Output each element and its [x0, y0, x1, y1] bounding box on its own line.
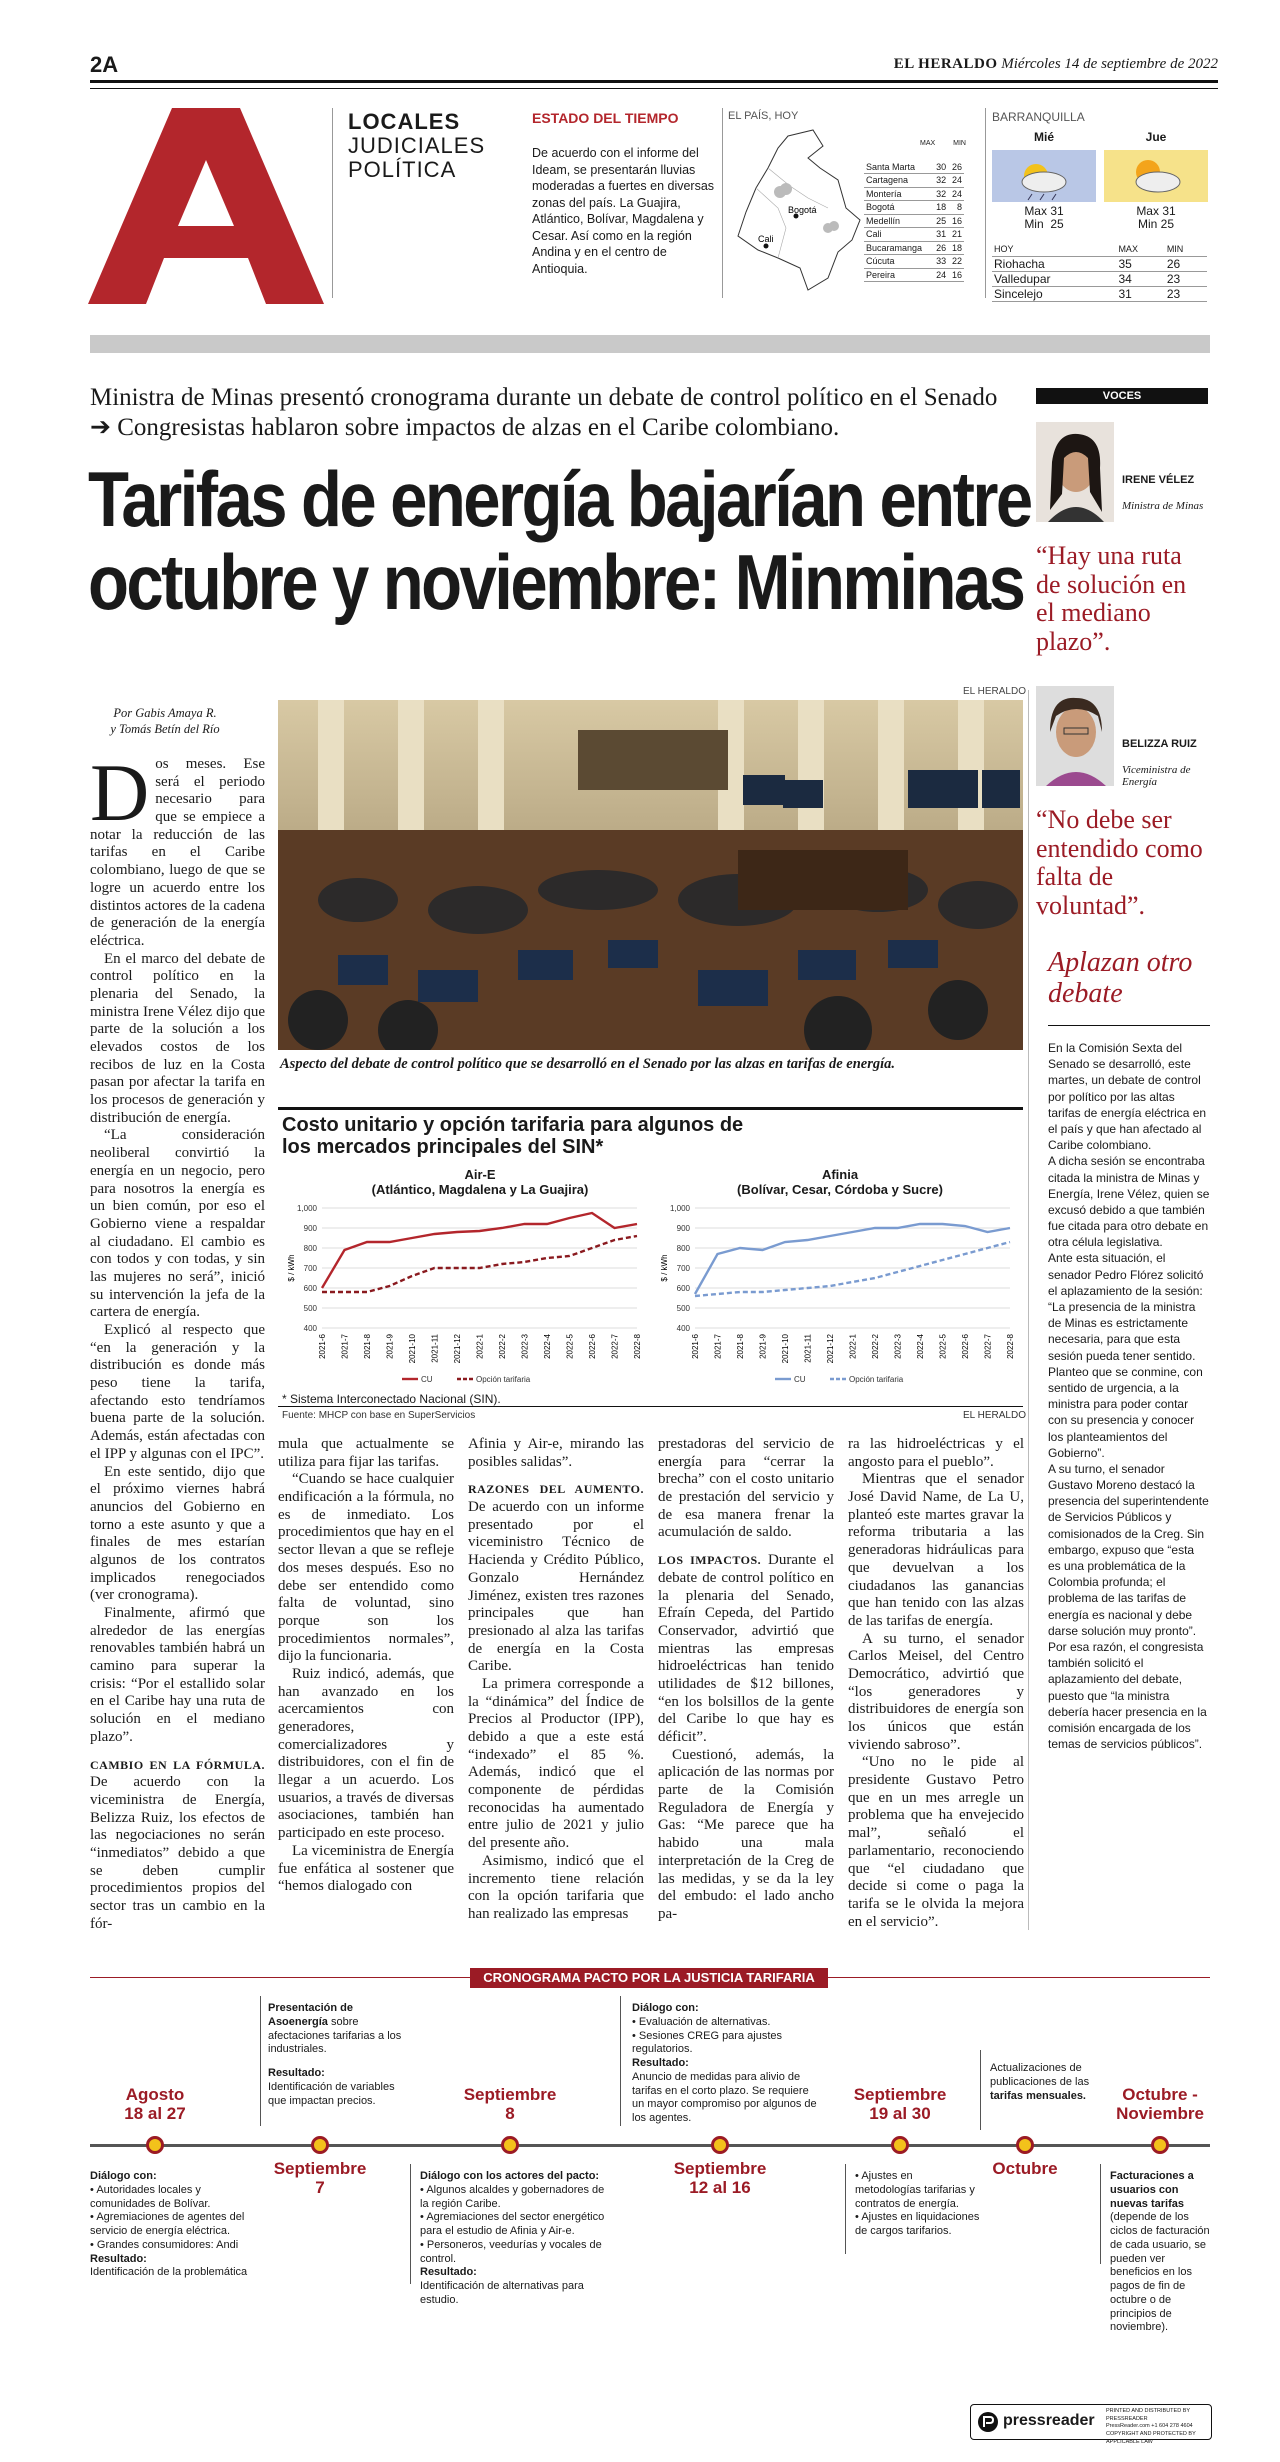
x-tick-label: 2021-11 [430, 1334, 440, 1363]
y-axis-label: $ / kWh [287, 1254, 296, 1282]
weather-title: ESTADO DEL TIEMPO [532, 110, 679, 126]
legend-label: CU [794, 1375, 806, 1384]
photo-caption: Aspecto del debate de control político que se desarrolló en el Senado por las alzas en tarifas de energía. [280, 1056, 896, 1072]
pressreader-badge[interactable] [970, 2404, 1212, 2445]
cell: 33 [932, 255, 948, 269]
y-axis-label: $ / kWh [660, 1254, 669, 1282]
x-tick-label: 2022-6 [588, 1334, 597, 1359]
cell: 32 [932, 174, 948, 188]
separator-bar [90, 335, 1210, 353]
timeline-tick [620, 1996, 621, 2126]
timeline-tick [260, 1996, 261, 2126]
voices-title: VOCES [1036, 388, 1208, 404]
top-rule [90, 80, 1218, 83]
cell: 16 [948, 214, 964, 228]
timeline-tick [845, 2164, 846, 2254]
cell: 32 [932, 187, 948, 201]
timeline-date: Septiembre 19 al 30 [853, 2085, 947, 2123]
cell: 16 [948, 268, 964, 282]
subheading: LOS IMPACTOS. [658, 1553, 762, 1568]
cell: 26 [932, 241, 948, 255]
x-tick-label: 2022-8 [1006, 1334, 1015, 1359]
timeline-axis [90, 2144, 1210, 2147]
timeline-marker [711, 2136, 729, 2154]
city-row [864, 241, 964, 255]
avatar [1036, 686, 1114, 786]
article-kicker: Ministra de Minas presentó cronograma durante un debate de control político en el Senado ➔ Congresistas hablaron sobre impactos de alzas en el Caribe colombiano. [90, 384, 998, 441]
map-label-bogota: Bogotá [788, 205, 817, 215]
y-tick-label: 800 [303, 1244, 317, 1253]
timeline-date: Octubre [992, 2159, 1058, 2178]
colombia-map [728, 128, 868, 298]
y-tick-label: 500 [303, 1304, 317, 1313]
afinia-line-chart [655, 1200, 1025, 1390]
cell: 24 [948, 174, 964, 188]
avatar [1036, 422, 1114, 522]
cell: Santa Marta [864, 160, 932, 174]
x-tick-label: 2021-6 [691, 1334, 700, 1359]
map-label-cali: Cali [758, 234, 774, 244]
x-tick-label: 2022-5 [565, 1334, 575, 1359]
senate-photo [278, 700, 1023, 1050]
barranquilla-title: BARRANQUILLA [992, 110, 1085, 124]
timeline-date: Septiembre 8 [463, 2085, 557, 2123]
section-politica: POLÍTICA [348, 157, 457, 183]
x-tick-label: 2022-7 [610, 1334, 620, 1359]
cell: 31 [932, 228, 948, 242]
x-tick-label: 2022-2 [498, 1334, 507, 1359]
y-tick-label: 500 [676, 1304, 690, 1313]
top-rule-thin [90, 88, 1218, 89]
cell: Riohacha [992, 256, 1116, 271]
article-column-3: Afinia y Air-e, mirando las posibles salidas”. RAZONES DEL AUMENTO. De acuerdo con un informe presentado por el viceministro Técnico de Hacienda y Crédito Público, Gonzalo Hernández Jiménez, existen tres razones principales que han presionado al alza las tarifas de energía en la Costa Caribe. La primera corresponde a la “dinámica” del Índice de Precios al Productor (IPP), debido a que a este está “indexado” el 85 %. Además, indicó que el componente de pérdidas reconocidas ha aumentado entre julio de 2021 y julio del presente año. Asimismo, indicó que el incremento tiene relación con la opción tarifaria que han realizado las empresas [468, 1436, 644, 1922]
cell: Bucaramanga [864, 241, 932, 255]
article-headline [88, 455, 1031, 626]
cell: 24 [948, 187, 964, 201]
timeline-entry: Facturaciones a usuarios con nuevas tarifas (depende de los ciclos de facturación de cada usuario, se pueden ver beneficios en los pagos de fin de octubre o de principios de noviembre). [1110, 2170, 1210, 2334]
section-locales: LOCALES [348, 109, 461, 134]
y-tick-label: 400 [303, 1324, 317, 1333]
cell: Cúcuta [864, 255, 932, 269]
timeline-marker [501, 2136, 519, 2154]
pressreader-brand: pressreader [1003, 2412, 1095, 2429]
section-judiciales: JUDICIALES [348, 133, 486, 159]
voice-quote: “No debe ser entendido como falta de voluntad”. [1036, 805, 1203, 920]
timeline-tick [410, 2164, 411, 2284]
divider [722, 108, 723, 298]
cell: Cartagena [864, 174, 932, 188]
x-tick-label: 2021-7 [713, 1334, 723, 1359]
city-row [864, 228, 964, 242]
air-e-line-chart [282, 1200, 652, 1390]
chart-subtitle: Afinia (Bolívar, Cesar, Córdoba y Sucre) [737, 1167, 943, 1197]
y-tick-label: 1,000 [669, 1204, 690, 1213]
chart-title: Costo unitario y opción tarifaria para algunos de los mercados principales del SIN* [282, 1114, 744, 1159]
article-column-5: ra las hidroeléctricas y el angosto para el pueblo”. Mientras que el senador José David Name, de La U, planteó este martes gravar la reforma tributaria a las generadoras hidráulicas para que devuelvan a los ciudadanos las ganancias que han tenido con las alzas de las tarifas de energía. A su turno, el senador Carlos Meisel, del Centro Democrático, advirtió que “los generadores y distribuidores de energía son los únicos que están viviendo sabroso”. “Uno no le pide al presidente Gustavo Petro que en un mes arregle un problema que ha envejecido mal”, señaló el parlamentario, reconociendo que “el ciudadano que decide si come o paga la tarifa se le olvida la mejora en el servicio”. [848, 1436, 1024, 1930]
photo-credit: EL HERALDO [963, 686, 1026, 697]
cell: 30 [932, 160, 948, 174]
x-tick-label: 2021-9 [758, 1334, 768, 1359]
legend-label: Opción tarifaria [476, 1375, 531, 1384]
issue-date: Miércoles 14 de septiembre de 2022 [1001, 56, 1218, 72]
y-tick-label: 900 [676, 1224, 690, 1233]
city-row [992, 271, 1207, 286]
subheading: CAMBIO EN LA FÓRMULA. [90, 1757, 265, 1772]
timeline-tick [1100, 2164, 1101, 2264]
divider [985, 108, 986, 298]
y-tick-label: 700 [676, 1264, 690, 1273]
section-list [348, 110, 485, 183]
weather-cloud-icon [823, 221, 839, 233]
x-tick-label: 2021-8 [736, 1334, 745, 1359]
subheading: RAZONES DEL AUMENTO. [468, 1482, 644, 1497]
y-tick-label: 1,000 [296, 1204, 317, 1213]
rain-cloud-icon [992, 150, 1096, 202]
city-weather-table [864, 160, 964, 282]
chart-subtitle: Air-E (Atlántico, Magdalena y La Guajira) [371, 1167, 589, 1197]
city-row [864, 174, 964, 188]
timeline-entry: Diálogo con los actores del pacto: • Algunos alcaldes y gobernadores de la región Caribe. • Agremiaciones del sector energético para el estudio de Afinia y Air-e. • Personeros, veedurías y vocales de control. Resultado: Identificación de alternativas para estudio. [420, 2170, 610, 2308]
chart-footnote: * Sistema Interconectado Nacional (SIN). [282, 1392, 501, 1406]
cell: 25 [932, 214, 948, 228]
divider [1028, 690, 1029, 1930]
timeline-marker [1016, 2136, 1034, 2154]
y-tick-label: 900 [303, 1224, 317, 1233]
regional-weather-table: HOY MAX MIN Riohacha 35 26 Valledupar 34 23 Sincelejo 31 23 [992, 242, 1207, 302]
cell: Valledupar [992, 271, 1116, 286]
timeline-entry: Diálogo con: • Evaluación de alternativas. • Sesiones CREG para ajustes regulatorios. Resultado: Anuncio de medidas para alivio de tarifas en el corto plazo. Se requiere un mayor compromiso por algunos de los agentes. [632, 2002, 822, 2126]
city-row [864, 201, 964, 215]
masthead [894, 56, 1218, 73]
x-tick-label: 2021-7 [340, 1334, 350, 1359]
voice-role: Ministra de Minas [1122, 500, 1204, 512]
x-tick-label: 2022-1 [848, 1334, 858, 1359]
city-row [864, 187, 964, 201]
timeline-date: Agosto 18 al 27 [124, 2085, 186, 2123]
chart-source: Fuente: MHCP con base en SuperServicios [282, 1410, 476, 1421]
y-tick-label: 600 [676, 1284, 690, 1293]
x-tick-label: 2021-8 [363, 1334, 372, 1359]
series-line-cu [695, 1224, 1010, 1294]
sidebar-title: Aplazan otro debate [1048, 947, 1193, 1009]
timeline-marker [311, 2136, 329, 2154]
city-row [992, 256, 1207, 271]
x-tick-label: 2022-1 [475, 1334, 485, 1359]
chart-credit: EL HERALDO [963, 1410, 1026, 1421]
cell: 24 [932, 268, 948, 282]
x-tick-label: 2021-12 [826, 1334, 835, 1364]
timeline-entry: Actualizaciones de publicaciones de las tarifas mensuales. [990, 2062, 1090, 2102]
city-row [864, 214, 964, 228]
x-tick-label: 2021-10 [781, 1334, 790, 1364]
cell: 34 [1116, 271, 1164, 286]
day-temp: Max 31 Min 25 [1024, 204, 1064, 232]
article-column-4: prestadoras del servicio de energía para “cerrar la brecha” con el costo unitario de prestación del servicio y de esa manera frenar la acumulación de saldo. LOS IMPACTOS. Durante el debate de control político en la plenaria del Senado, Efraín Cepeda, del Partido Conservador, advirtió que mientras las empresas hidroeléctricas han tenido utilidades de $12 billones, “en los bolsillos de la gente del Caribe lo que hay es déficit”. Cuestionó, además, la aplicación de las normas por parte de la Comisión Reguladora de Energía y Gas: “Me parece que ha habido una mala interpretación de la Creg de las medidas, y se da la ley del embudo: el lado ancho pa- [658, 1436, 834, 1922]
cell: 22 [948, 255, 964, 269]
cell: 23 [1165, 271, 1207, 286]
chart-rule [278, 1107, 1023, 1110]
cell: Montería [864, 187, 932, 201]
city-row [864, 160, 964, 174]
y-tick-label: 400 [676, 1324, 690, 1333]
timeline-date: Octubre - Noviembre [1116, 2085, 1204, 2123]
newspaper-name: EL HERALDO [893, 56, 998, 72]
timeline-entry: Diálogo con: • Autoridades locales y comunidades de Bolívar. • Agremiaciones de agentes del servicio de energía eléctrica. • Grandes consumidores: Andi Resultado: Identificación de la problemática [90, 2170, 250, 2280]
y-tick-label: 600 [303, 1284, 317, 1293]
byline: Por Gabis Amaya R. y Tomás Betín del Río [110, 706, 220, 737]
x-tick-label: 2021-9 [385, 1334, 395, 1359]
sun-cloud-icon [1104, 150, 1208, 202]
x-tick-label: 2022-7 [983, 1334, 993, 1359]
headline-line: Tarifas de energía bajarían entre [88, 455, 1031, 543]
day-temp: Max 31 Min 25 [1136, 204, 1176, 232]
legend-label: Opción tarifaria [849, 1375, 904, 1384]
x-tick-label: 2021-10 [408, 1334, 417, 1364]
day-name: Mié [1033, 130, 1054, 144]
cell: 35 [1116, 256, 1164, 271]
cell: Medellín [864, 214, 932, 228]
city-table-header: MAX MIN [920, 140, 966, 147]
x-tick-label: 2022-6 [961, 1334, 970, 1359]
city-row [864, 255, 964, 269]
timeline-marker [891, 2136, 909, 2154]
sidebar-body: En la Comisión Sexta del Senado se desarrolló, este martes, un debate de control por político por las altas tarifas de energía eléctrica en el país y que han afectado al Caribe colombiano. A dicha sesión se encontraba citada la ministra de Minas y Energía, Irene Vélez, quien se excusó debido a que también fue citada para otro debate en otra célula legislativa. Ante esta situación, el senador Pedro Flórez solicitó el aplazamiento de la sesión: “La presencia de la ministra de Minas es estrictamente necesaria, para que esta sesión pueda tener sentido. Planteo que se conmine, con sentido de urgencia, a la ministra para poder contar con su presencia y conocer los planteamientos del Gobierno”. A su turno, el senador Gustavo Moreno destacó la presencia del superintendente de Servicios Públicos y comisionados de la Creg. Sin embargo, expuso que “esta es una problemática de la Colombia profunda; el problema de las tarifas de energía es nacional y debe darse solución muy pronto”. Por esa razón, el congresista también solicitó el aplazamiento del debate, puesto que “la ministra debería hacer presencia en la comisión encargada de los temas de servicios públicos”. [1048, 1041, 1210, 1752]
headline-line: octubre y noviembre: Minminas [88, 537, 1024, 626]
series-line-opcion-tarifaria [322, 1236, 637, 1292]
y-tick-label: 800 [676, 1244, 690, 1253]
series-line-cu [322, 1213, 637, 1288]
pressreader-legal: PRINTED AND DISTRIBUTED BY PRESSREADER PressReader.com +1 604 278 4604 COPYRIGHT AND PROTECTED BY APPLICABLE LAW [1106, 2408, 1196, 2445]
y-tick-label: 700 [303, 1264, 317, 1273]
drop-cap: D [90, 747, 150, 838]
cell: 18 [948, 241, 964, 255]
cell: Sincelejo [992, 286, 1116, 301]
cell: 26 [948, 160, 964, 174]
x-tick-label: 2021-11 [803, 1334, 813, 1363]
city-row [992, 286, 1207, 301]
weather-cloud-icon [774, 183, 792, 198]
x-tick-label: 2021-12 [453, 1334, 462, 1364]
cell: 31 [1116, 286, 1164, 301]
cell: Cali [864, 228, 932, 242]
voice-name: BELIZZA RUIZ [1122, 738, 1197, 750]
city-row [864, 268, 964, 282]
timeline-title: CRONOGRAMA PACTO POR LA JUSTICIA TARIFARIA [470, 1968, 828, 1988]
x-tick-label: 2021-6 [318, 1334, 327, 1359]
voice-role: Viceministra de Energía [1122, 764, 1191, 789]
article-column-2: mula que actualmente se utiliza para fijar las tarifas. “Cuando se hace cualquier endificación a la fórmula, no es de inmediato. Los procedimientos que hay en el sector llevan a que se refleje dos meses después. Eso no debe ser entendido como falta de voluntad, sino porque son los procedimientos normales”, dijo la funcionaria. Ruiz indicó, además, que han avanzado en los acercamientos con generadores, comercializadores y distribuidores, con el fin de llegar a un acuerdo. Los usuarios, a través de diversas asociaciones, también han participado en este proceso. La viceministra de Energía fue enfática al sostener que “hemos dialogado con [278, 1436, 454, 1895]
cell: Bogotá [864, 201, 932, 215]
article-column-1: Dos meses. Ese será el periodo necesario para que se empiece a notar la reducción de las tarifas en el Caribe colombiano, luego de que se logre un acuerdo entre los distintos actores de la cadena de generación de la energía eléctrica. En el marco del debate de control político en la plenaria del Senado, la ministra Irene Vélez dijo que parte de la solución a los elevados costos de los recibos de luz en la Costa pasan por afectar la tarifa en los procesos de generación y distribución de energía. “La consideración neoliberal convirtió la energía en un negocio, pero para nosotros la energía es un bien común, por eso el Gobierno viene a respaldar al ciudadano. El cambio es con todos y con todas, y sin las mujeres no será”, inició su intervención la jefa de la cartera de energía. Explicó al respecto que “en la generación y la distribución es donde más peso tiene la tarifa, afectando esto tendríamos buena parte de la solución. Además, están afectadas con el IPP y algunas con el IPC”. En este sentido, dijo que el próximo viernes habrá anuncios del Gobierno en torno a este asunto y que a finales de mes estarían algunos de los contratos implicados renegociados (ver cronograma). Finalmente, afirmó que alrededor de las energías renovables también habrá un camino para superar la crisis: “Por el estallido solar en el Caribe hay una ruta de solución en el mediano plazo”. CAMBIO EN LA FÓRMULA. De acuerdo con la viceministra de Energía, Belizza Ruiz, los efectos de las negociaciones no serán “inmediatos” debido a que se deben cumplir procedimientos propios del sector tras un cambio en la fór- [90, 747, 265, 1932]
timeline-tick [980, 2050, 981, 2130]
cell: 8 [948, 201, 964, 215]
sidebar-rule [1048, 1025, 1210, 1026]
x-tick-label: 2022-3 [520, 1334, 530, 1359]
legend-label: CU [421, 1375, 433, 1384]
voice-name: IRENE VÉLEZ [1122, 474, 1195, 486]
pressreader-logo-icon [977, 2411, 999, 2433]
weather-text: De acuerdo con el informe del Ideam, se presentarán lluvias moderadas a fuertes en diversas zonas del país. La Guajira, Atlántico, Bolívar, Magdalena y Cesar. Así como en la región Andina y en el centro de Antioquia. [532, 146, 715, 276]
x-tick-label: 2022-8 [633, 1334, 642, 1359]
voice-quote: “Hay una ruta de solución en el mediano plazo”. [1036, 541, 1187, 656]
x-tick-label: 2022-3 [893, 1334, 903, 1359]
timeline-date: Septiembre 7 [273, 2159, 367, 2197]
cell: 18 [932, 201, 948, 215]
timeline-entry: Presentación de Asoenergía sobre afectaciones tarifarias a los industriales. Resultado: Identificación de variables que impactan precios. [268, 2002, 402, 2107]
x-tick-label: 2022-4 [543, 1334, 552, 1359]
cell: 23 [1165, 286, 1207, 301]
timeline-entry: • Ajustes en metodologías tarifarias y contratos de energía. • Ajustes en liquidaciones de cargos tarifarios. [855, 2170, 980, 2239]
timeline-marker [146, 2136, 164, 2154]
x-tick-label: 2022-5 [938, 1334, 948, 1359]
cell: 21 [948, 228, 964, 242]
day-name: Jue [1145, 130, 1167, 144]
cell: 26 [1165, 256, 1207, 271]
section-letter-a [88, 108, 324, 304]
chart-rule [278, 1406, 1023, 1407]
cell: Pereira [864, 268, 932, 282]
country-weather-title: EL PAÍS, HOY [728, 110, 799, 122]
timeline-date: Septiembre 12 al 16 [673, 2159, 767, 2197]
divider [332, 108, 333, 298]
x-tick-label: 2022-2 [871, 1334, 880, 1359]
page-number: 2A [90, 52, 119, 77]
x-tick-label: 2022-4 [916, 1334, 925, 1359]
timeline-marker [1151, 2136, 1169, 2154]
